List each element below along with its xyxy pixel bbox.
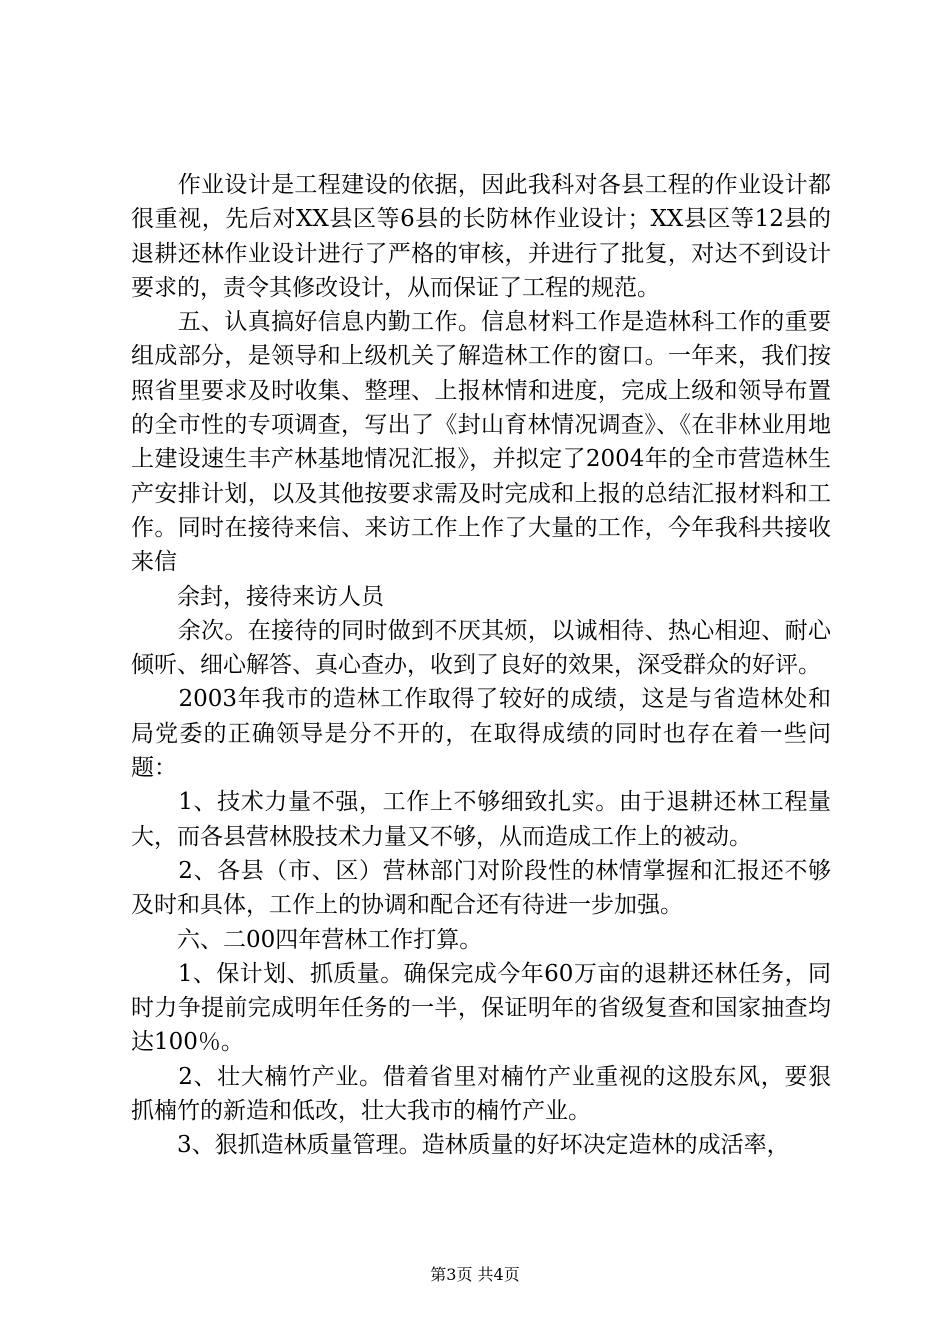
page-number: 第3页 共4页	[430, 1265, 520, 1284]
paragraph-achievements: 2003年我市的造林工作取得了较好的成绩，这是与省造林处和局党委的正确领导是分不开的，在取得成绩的同时也存在着一些问题：	[131, 686, 831, 782]
paragraph-info-work: 五、认真搞好信息内勤工作。信息材料工作是造林科工作的重要组成部分，是领导和上级机关了解造林工作的窗口。一年来，我们按照省里要求及时收集、整理、上报林情和进度，完成上级和领导布置的全市性的专项调查，写出了《封山育林情况调查》、《在非林业用地上建设速生丰产林基地情况汇报》，并拟定了2004年的全市营造林生产安排计划，以及其他按要求需及时完成和上报的总结汇报材料和工作。同时在接待来信、来访工作上作了大量的工作，今年我科共接收来信	[131, 309, 831, 576]
paragraph-plan-3: 3、狠抓造林质量管理。造林质量的好坏决定造林的成活率，	[131, 1132, 790, 1159]
paragraph-problem-2: 2、各县（市、区）营林部门对阶段性的林情掌握和汇报还不够及时和具体，工作上的协调和配合还有待进一步加强。	[131, 857, 831, 919]
paragraph-visits: 余次。在接待的同时做到不厌其烦，以诚相待、热心相迎、耐心倾听、细心解答、真心查办，收到了良好的效果，深受群众的好评。	[131, 617, 831, 679]
document-body	[131, 168, 831, 1163]
paragraph-plan-1: 1、保计划、抓质量。确保完成今年60万亩的退耕还林任务，同时力争提前完成明年任务的一半，保证明年的省级复查和国家抽查均达100％。	[131, 960, 831, 1056]
page-footer	[0, 1262, 950, 1285]
paragraph-design-review: 作业设计是工程建设的依据，因此我科对各县工程的作业设计都很重视，先后对XX县区等6县的长防林作业设计；XX县区等12县的退耕还林作业设计进行了严格的审核，并进行了批复，对达不到设计要求的，责令其修改设计，从而保证了工程的规范。	[131, 172, 831, 301]
paragraph-letters: 余封，接待来访人员	[131, 583, 384, 610]
section-heading-plan: 六、二00四年营林工作打算。	[131, 926, 483, 953]
paragraph-problem-1: 1、技术力量不强，工作上不够细致扎实。由于退耕还林工程量大，而各县营林股技术力量又不够，从而造成工作上的被动。	[131, 789, 831, 850]
paragraph-plan-2: 2、壮大楠竹产业。借着省里对楠竹产业重视的这股东风，要狠抓楠竹的新造和低改，壮大我市的楠竹产业。	[131, 1063, 831, 1125]
